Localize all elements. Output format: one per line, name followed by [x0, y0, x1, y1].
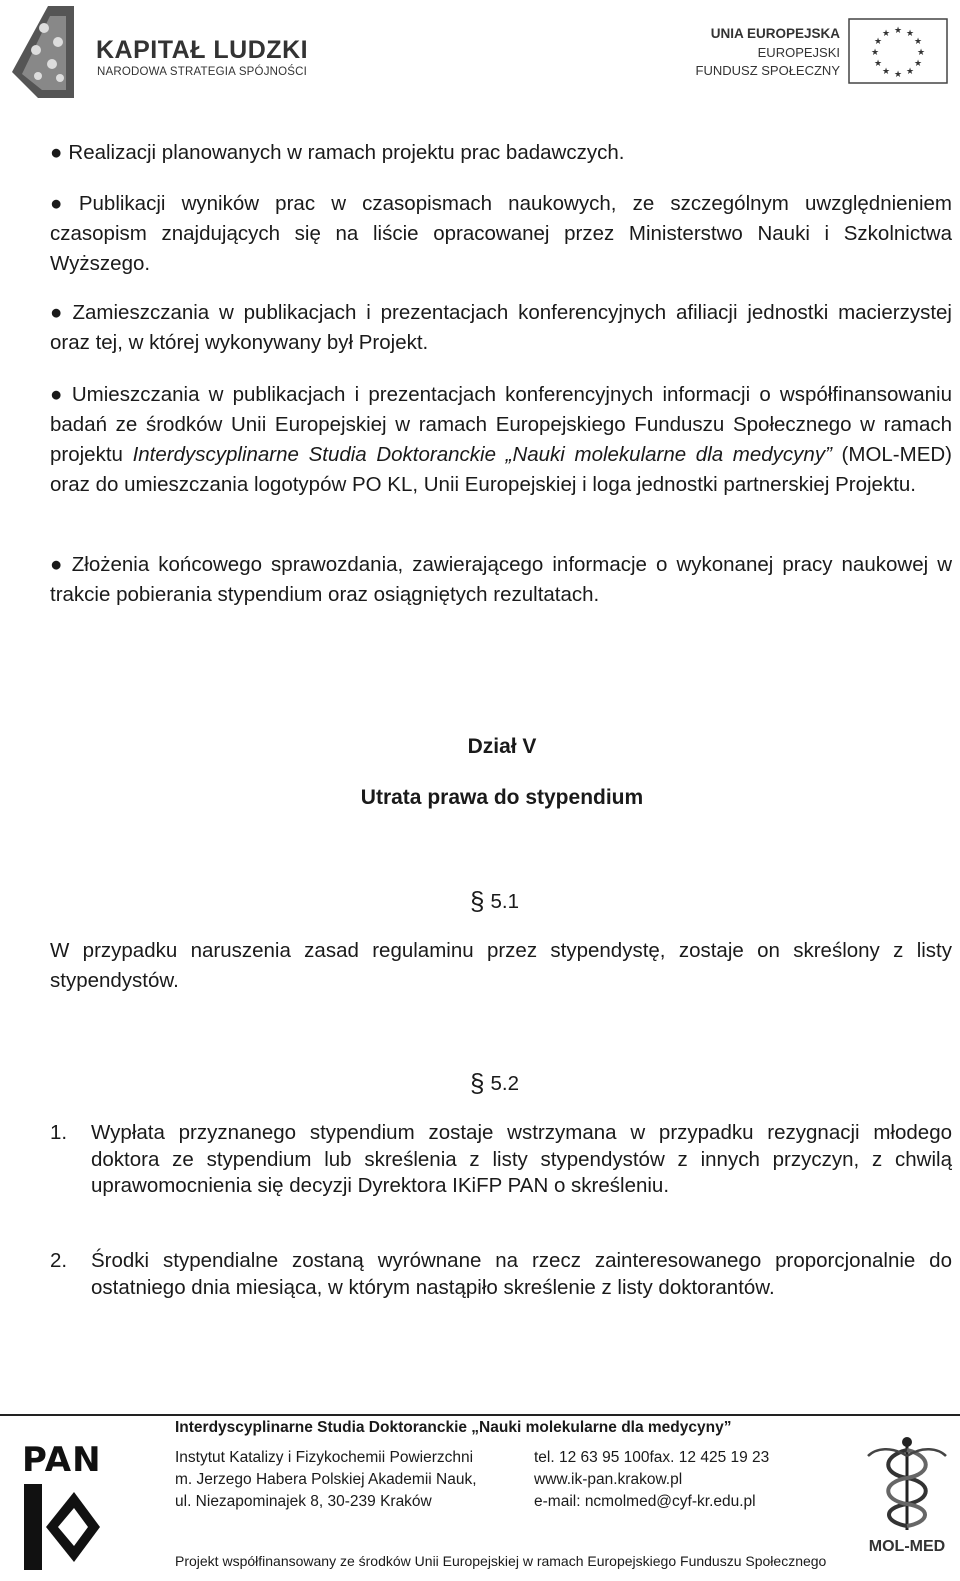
eu-logo-line2: EUROPEJSKI: [757, 45, 840, 60]
bullet-text: Zamieszczania w publikacjach i prezentacjach konferencyjnych afiliacji jednostki macierzystej oraz tej, w której wykonywany był Projekt.: [50, 301, 952, 354]
section-number: 5.1: [490, 890, 519, 913]
section-5-2-item-1: [50, 1120, 952, 1200]
bullet-text: Publikacji wyników prac w czasopismach naukowych, ze szczególnym uwzględnieniem czasopism znajdujących się na liście opracowanej przez Ministerstwo Nauki i Szkolnictwa Wyższego.: [50, 192, 953, 275]
pan-logo-text: PAN: [22, 1440, 102, 1480]
bullet-text: Realizacji planowanych w ramach projektu prac badawczych.: [68, 141, 625, 164]
footer-address-line-3: ul. Niezapominajek 8, 30-239 Kraków: [175, 1493, 432, 1510]
section-5-2-marker: [470, 1068, 519, 1099]
footer-address-line-1: Instytut Katalizy i Fizykochemii Powierzchni: [175, 1449, 474, 1466]
project-name-italic: Interdyscyplinarne Studia Doktoranckie „Nauki molekularne dla medycyny”: [132, 443, 832, 466]
svg-text:★: ★: [913, 59, 923, 69]
section-5-1-marker: [470, 886, 519, 917]
footer-divider: [0, 1414, 960, 1416]
pan-logo: [22, 1440, 102, 1574]
svg-text:★: ★: [905, 67, 915, 77]
mol-med-logo: [862, 1434, 952, 1560]
bullet-paragraph-5: [50, 550, 952, 610]
mol-med-logo-text: MOL-MED: [868, 1538, 946, 1555]
section-number: 5.2: [490, 1072, 519, 1095]
svg-text:★: ★: [913, 37, 923, 47]
bullet-paragraph-4: [50, 380, 952, 500]
bullet-text: Złożenia końcowego sprawozdania, zawierającego informacje o wykonanej pracy naukowej w trakcie pobierania stypendium oraz osiągniętych rezultatach.: [50, 553, 952, 606]
section-5-1-text: W przypadku naruszenia zasad regulaminu przez stypendystę, zostaje on skreślony z listy stypendystów.: [50, 939, 952, 992]
bullet-paragraph-3: [50, 298, 952, 358]
svg-text:★: ★: [916, 48, 926, 58]
svg-text:★: ★: [893, 26, 903, 36]
caduceus-icon: [862, 1434, 952, 1534]
eu-logo-line1: UNIA EUROPEJSKA: [710, 26, 840, 41]
bullet-icon: ●: [50, 383, 66, 406]
section-5-2-item-2: [50, 1248, 952, 1301]
section-heading: Dział V: [467, 735, 537, 758]
bullet-text-after: (MOL-MED) oraz do umieszczania logotypów PO KL, Unii Europejskiej i loga jednostki partnerskiej Projektu.: [50, 443, 953, 496]
svg-text:★: ★: [873, 59, 883, 69]
pan-emblem-icon: [22, 1482, 102, 1572]
svg-text:★: ★: [873, 37, 883, 47]
kapital-ludzki-logo: [8, 2, 348, 102]
footer-contact-website[interactable]: www.ik-pan.krakow.pl: [534, 1471, 683, 1488]
svg-text:★: ★: [881, 29, 891, 39]
eu-logo-line3: FUNDUSZ SPOŁECZNY: [695, 63, 840, 78]
footer-title: Interdyscyplinarne Studia Doktoranckie „Nauki molekularne dla medycyny”: [175, 1419, 732, 1436]
svg-text:★: ★: [905, 29, 915, 39]
section-mark: §: [470, 886, 485, 916]
kapital-ludzki-title: KAPITAŁ LUDZKI: [96, 36, 309, 64]
bullet-icon: ●: [50, 141, 63, 164]
footer-contact-phone: tel. 12 63 95 100fax. 12 425 19 23: [534, 1449, 770, 1466]
bullet-icon: ●: [50, 192, 73, 215]
footer-contact-email[interactable]: e-mail: ncmolmed@cyf-kr.edu.pl: [534, 1493, 756, 1510]
svg-text:★: ★: [893, 70, 903, 80]
item-number: 1.: [50, 1121, 68, 1144]
footer-funding-note: Projekt współfinansowany ze środków Unii Europejskiej w ramach Europejskiego Funduszu Społecznego: [175, 1553, 827, 1569]
bullet-icon: ●: [50, 301, 67, 324]
svg-text:★: ★: [870, 48, 880, 58]
bullet-paragraph-2: [50, 189, 952, 279]
item-text: Wypłata przyznanego stypendium zostaje wstrzymana w przypadku rezygnacji młodego doktora ze stypendium lub skreślenia z listy stypendystów z innych przyczyn, z chwilą uprawomocnienia się decyzji Dyrektora IKiFP PAN o skreśleniu.: [91, 1121, 952, 1197]
footer-address-line-2: m. Jerzego Habera Polskiej Akademii Nauk,: [175, 1471, 477, 1488]
bullet-paragraph-1: [50, 138, 952, 168]
svg-text:★: ★: [881, 67, 891, 77]
kapital-ludzki-emblem-icon: [8, 2, 88, 102]
section-mark: §: [470, 1068, 485, 1098]
eu-flag-icon: [848, 18, 948, 84]
eu-efs-logo: [690, 16, 952, 86]
kapital-ludzki-subtitle: NARODOWA STRATEGIA SPÓJNOŚCI: [97, 66, 308, 78]
bullet-icon: ●: [50, 553, 66, 576]
bullet-text-before: Umieszczania w publikacjach i prezentacjach konferencyjnych informacji o współfinansowaniu badań ze środków Unii Europejskiej w ramach Europejskiego Funduszu Społecznego w ramach projektu: [50, 383, 952, 466]
item-text: Środki stypendialne zostaną wyrównane na rzecz zainteresowanego proporcjonalnie do ostatniego dnia miesiąca, w którym nastąpiło skreślenie z listy doktorantów.: [91, 1249, 952, 1299]
section-subheading: Utrata prawa do stypendium: [360, 786, 644, 809]
item-number: 2.: [50, 1249, 68, 1272]
